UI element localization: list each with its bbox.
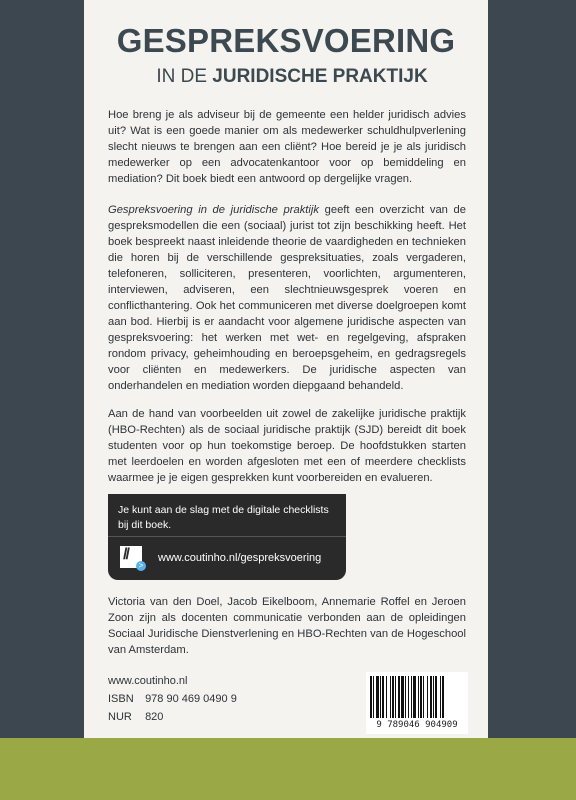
book-subtitle [90, 66, 494, 88]
barcode-digits: 9 789046 904909 [376, 720, 458, 730]
cover-left-edge [0, 0, 84, 800]
publisher-website[interactable]: www.coutinho.nl [108, 675, 188, 687]
digital-checklist-box [108, 494, 346, 580]
isbn-label: ISBN [108, 693, 134, 705]
cover-right-edge [488, 0, 576, 800]
authors-paragraph: Victoria van den Doel, Jacob Eikelboom, Annemarie Roffel en Jeroen Zoon zijn als docenten communicatie verbonden aan de opleidingen Sociaal Juridische Dienstverlening en HBO-Rechten van de Hogeschool van Amsterdam. [108, 596, 466, 656]
subtitle-bold: JURIDISCHE PRAKTIJK [212, 66, 428, 87]
promo-text: Je kunt aan de slag met de digitale checklists bij dit boek. [118, 504, 329, 531]
back-cover-panel [84, 0, 488, 738]
overview-paragraph [108, 202, 466, 394]
promo-divider [108, 536, 346, 537]
isbn-value: 978 90 469 0490 9 [145, 693, 237, 705]
nur-value: 820 [145, 711, 164, 723]
book-title: GESPREKSVOERING [116, 22, 456, 59]
coutinho-logo-icon: // [120, 546, 142, 568]
book-title-italic: Gespreksvoering in de juridische praktijk [108, 204, 319, 216]
subtitle-prefix: IN DE [156, 66, 208, 87]
overview-text: geeft een overzicht van de gespreksmodellen die een (sociaal) jurist tot zijn beschikking heeft. Het boek bespreekt naast inleidende theorie de vaardigheden en technieken die horen bij de verschillende gespreksituaties, zoals vergaderen, telefoneren, solliciteren, presenteren, voorlichten, argumenteren, interviewen, adviseren, een slechtnieuwsgesprek voeren en conflicthantering. Ook het communiceren met diverse doelgroepen komt aan bod. Hierbij is er aandacht voor algemene juridische aspecten van gespreksvoering: het werken met wet- en regelgeving, afspraken rondom privacy, geheimhouding en beroepsgeheim, en gedragsregels voor cliënten en medewerkers. De juridische aspecten van onderhandelen en mediation worden diepgaand behandeld. [108, 204, 466, 392]
nur-label: NUR [108, 711, 132, 723]
nur-line [108, 708, 308, 726]
intro-paragraph: Hoe breng je als adviseur bij de gemeente een helder juridisch advies uit? Wat is een goede manier om als medewerker schuldhulpverlening slecht nieuws te brengen aan een cliënt? Hoe bereid je je als juridisch medewerker op een advocatenkantoor voor op bemiddeling en mediation? Dit boek biedt een antwoord op dergelijke vragen. [108, 109, 466, 185]
arrow-icon: > [136, 561, 146, 571]
cover-bottom-band [0, 738, 576, 800]
examples-paragraph: Aan de hand van voorbeelden uit zowel de zakelijke juridische praktijk (HBO-Rechten) als de sociaal juridische praktijk (SJD) bereidt dit boek studenten voor op hun toekomstige beroep. De hoofdstukken starten met leerdoelen en worden afgesloten met een of meerdere checklists waarmee je je eigen gesprekken kunt voorbereiden en evalueren. [108, 408, 466, 484]
barcode [366, 672, 468, 734]
isbn-line [108, 690, 308, 708]
barcode-bars [368, 676, 466, 718]
promo-url-link[interactable]: www.coutinho.nl/gespreksvoering [158, 552, 322, 564]
